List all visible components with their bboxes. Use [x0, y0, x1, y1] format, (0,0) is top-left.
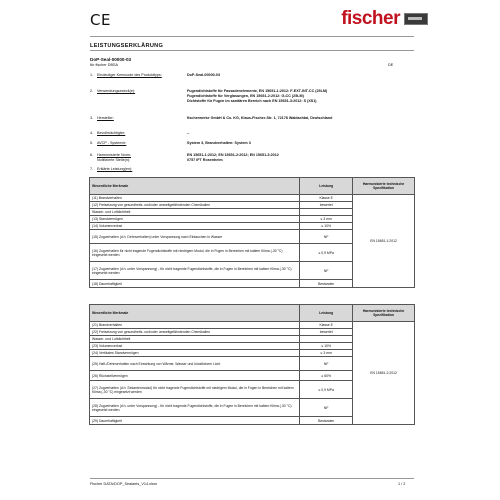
- column-header: Leistung: [300, 305, 353, 322]
- item-label: Eindeutiger Kenncode des Produkttyps:: [97, 73, 162, 77]
- table-header-row: [90, 178, 415, 195]
- leistung-cell: Klasse E: [300, 322, 353, 329]
- spec-cell: EN 15651-1:2012: [353, 195, 415, 288]
- column-header: Harmonisierte technische Spezifikation: [353, 178, 415, 195]
- leistung-cell: NF: [300, 357, 353, 371]
- merkmal-cell: (27) Zugverhalten (d.h. Sekantenmodul) für nicht tragende Fugendichtstoffe mit niedrigem Modul, die in Fugen in Bereichen mit kaltem Klima (-30 °C) eingesetzt werden: [90, 381, 300, 399]
- item-number: 5.: [90, 141, 94, 145]
- leistung-cell: bewertet: [300, 202, 353, 209]
- merkmal-cell: (25) Haft-/Dehnverhalten nach Einwirkung von Wärme, Wasser und künstlichem Licht: [90, 357, 300, 371]
- leistung-cell: ≤ 0,9 MPa: [300, 244, 353, 262]
- leistung-cell: NF: [300, 230, 353, 244]
- title-divider: [90, 50, 414, 51]
- header-divider: [90, 36, 414, 37]
- item-value: System 3, Brandverhalten: System 3: [187, 141, 251, 145]
- page-title: LEISTUNGSERKLÄRUNG: [90, 43, 164, 49]
- item-label: AVCP - System/e:: [97, 141, 127, 145]
- column-header: Harmonisierte technische Spezifikation: [353, 305, 415, 322]
- item-number: 7.: [90, 167, 94, 171]
- leistung-cell: ≤ 10%: [300, 223, 353, 230]
- item-number: 2.: [90, 89, 94, 93]
- merkmal-cell: (15) Zugverhalten (d.h. Dehnverhalten) unter Vorspannung nach Eintauchen in Wasser: [90, 230, 300, 244]
- dop-number: DoP-Seal-00000-03: [90, 57, 132, 62]
- table-row: [90, 195, 415, 202]
- column-header: Wesentliche Merkmale: [90, 305, 300, 322]
- column-header: Leistung: [300, 178, 353, 195]
- product-line: für fischer DBSA: [90, 63, 119, 67]
- leistung-cell: NF: [300, 262, 353, 280]
- item-label: Erklärte Leistung(en):: [97, 167, 133, 171]
- item-subvalue: 0757 IFT Rosenheim: [187, 158, 223, 162]
- merkmal-cell: (21) Brandverhalten: [90, 322, 300, 329]
- footer-filename: Fischer DATA/DOP_Sealants_V14.xlsm: [90, 482, 157, 486]
- page-number: 1 / 2: [398, 482, 406, 486]
- item-number: 1.: [90, 73, 94, 77]
- item-value: fischerwerke GmbH & Co. KG, Klaus-Fischer-Str. 1, 72178 Waldachtal, Deutschland: [187, 116, 333, 120]
- merkmal-cell: (22) Freisetzung von gesundheits- und/oder umweltgefährdenden Chemikalien: [90, 329, 300, 336]
- merkmal-cell: (14) Volumenverlust: [90, 223, 300, 230]
- merkmal-cell: (18) Dauerhaftigkeit: [90, 280, 300, 288]
- performance-table-1: [89, 177, 415, 288]
- item-value: --: [187, 131, 190, 135]
- item-number: 4.: [90, 131, 94, 135]
- leistung-cell: Klasse E: [300, 195, 353, 202]
- merkmal-cell: (16) Zugverhalten für nicht tragende Fugendichtstoffe mit niedrigem Modul, die in Fugen in Bereichen mit kaltem Klima (-30 °C) eingesetzt werden: [90, 244, 300, 262]
- leistung-cell: Bestanden: [300, 417, 353, 425]
- table-header-row: [90, 305, 415, 322]
- logo-text: fischer: [341, 8, 400, 29]
- leistung-cell: Bestanden: [300, 280, 353, 288]
- footer-divider: [90, 478, 414, 479]
- merkmal-cell: (26) Rückstellvermögen: [90, 371, 300, 381]
- language-code: DE: [388, 63, 394, 67]
- leistung-cell: ≤ 3 mm: [300, 350, 353, 357]
- leistung-cell: ≤ 3 mm: [300, 216, 353, 223]
- leistung-cell: ≥ 60%: [300, 371, 353, 381]
- merkmal-cell: (11) Brandverhalten: [90, 195, 300, 202]
- item-value: Fugendichtstoffe für Fassadenelemente, EN 15651-1:2012: F-EXT-INT-CC (25LM) Fugendichtstoffe für Verglasungen, EN 15651-2:2012: G-CC (25LM) Dichtstoffe für Fugen im sanitären Bereich nach EN 15651-3:2012: S (XS1): [187, 89, 328, 104]
- column-header: Wesentliche Merkmale: [90, 178, 300, 195]
- leistung-cell: bewertet: [300, 329, 353, 336]
- item-value: DoP-Seal-00000-03: [187, 73, 221, 77]
- leistung-cell: ≤ 0,9 MPa: [300, 381, 353, 399]
- merkmal-cell: (17) Zugverhalten (d.h. unter Vorspannung) - für nicht tragende Fugendichtstoffe, die in Fugen in Bereichen mit kaltem Klima (-30 °C) eingesetzt werden: [90, 262, 300, 280]
- table-row: [90, 322, 415, 329]
- item-number: 6.: [90, 153, 94, 157]
- spec-cell: EN 15651-2:2012: [353, 322, 415, 425]
- ce-mark: CE: [90, 11, 111, 29]
- item-sublabel: Notifizierte Stelle(n):: [97, 158, 131, 162]
- leistung-cell: NF: [300, 399, 353, 417]
- item-value: EN 15651-1:2012; EN 15651-2:2012; EN 15651-3:2012: [187, 153, 279, 157]
- merkmal-cell: (12) Freisetzung von gesundheits- und/oder umweltgefährdenden Chemikalien: [90, 202, 300, 209]
- merkmal-cell: (24) Vertikales Standvermögen: [90, 350, 300, 357]
- merkmal-cell: Wasser- und Luftdichtheit: [90, 336, 300, 343]
- merkmal-cell: (29) Dauerhaftigkeit: [90, 417, 300, 425]
- leistung-cell: [300, 336, 353, 343]
- performance-table-2: [89, 304, 415, 425]
- fischer-logo: [341, 8, 428, 30]
- merkmal-cell: (23) Volumenverlust: [90, 343, 300, 350]
- item-number: 3.: [90, 116, 94, 120]
- item-label: Verwendungszweck(e):: [97, 89, 136, 93]
- item-label: Bevollmächtigter:: [97, 131, 126, 135]
- merkmal-cell: (13) Standvermögen: [90, 216, 300, 223]
- leistung-cell: [300, 209, 353, 216]
- item-label: Harmonisierte Norm:: [97, 153, 132, 157]
- item-label: Hersteller:: [97, 116, 114, 120]
- leistung-cell: ≤ 10%: [300, 343, 353, 350]
- merkmal-cell: Wasser- und Luftdichtheit: [90, 209, 300, 216]
- logo-badge-icon: [404, 13, 428, 25]
- merkmal-cell: (28) Zugverhalten (d.h. unter Vorspannung) - für nicht tragende Fugendichtstoffe, die in Fugen in Bereichen mit kaltem Klima (-30 °C) eingesetzt werden: [90, 399, 300, 417]
